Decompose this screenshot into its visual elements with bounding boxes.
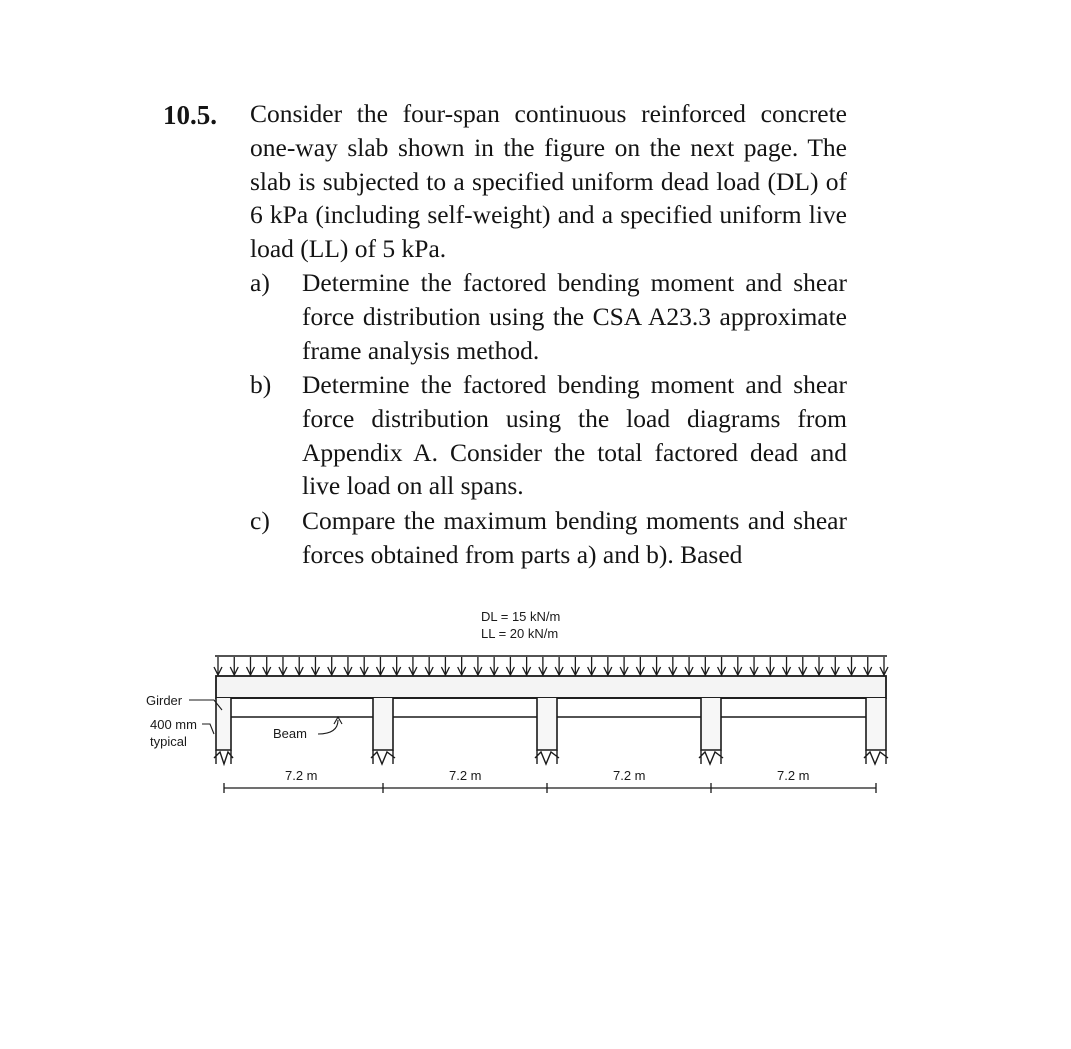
part-b-letter: b): [250, 370, 272, 399]
span-1-label: 7.2 m: [285, 768, 318, 783]
girder-label: Girder: [146, 693, 183, 708]
part-c-letter: c): [250, 506, 270, 535]
span-2-label: 7.2 m: [449, 768, 482, 783]
girder-size-leader-line: [202, 724, 214, 734]
typical-label: typical: [150, 734, 187, 749]
part-b-text: Determine the factored bending moment and shear force distribution using the load diagrams from Appendix A. Consider the total factored dead and live load on all spans.: [302, 370, 847, 501]
span-3-label: 7.2 m: [613, 768, 646, 783]
slab: [216, 676, 886, 698]
problem-statement: Consider the four-span continuous reinforced concrete one-way slab shown in the figure on the next page. The slab is subjected to a specified uniform dead load (DL) of 6 kPa (including self-weight) and a specified uniform live load (LL) of 5 kPa.: [250, 99, 847, 264]
beam-label: Beam: [273, 726, 307, 741]
column-stubs: [214, 750, 888, 764]
live-load-label: LL = 20 kN/m: [481, 626, 559, 641]
part-a-text: Determine the factored bending moment and shear force distribution using the CSA A23.3 approximate frame analysis method.: [302, 268, 847, 365]
part-a-letter: a): [250, 268, 270, 297]
girder-size-label: 400 mm: [150, 717, 197, 732]
problem-number: 10.5.: [163, 100, 217, 130]
span-dimension-line: [224, 783, 876, 793]
span-4-label: 7.2 m: [777, 768, 810, 783]
part-c-text: Compare the maximum bending moments and shear forces obtained from parts a) and b). Based: [302, 506, 847, 569]
dead-load-label: DL = 15 kN/m: [481, 609, 561, 624]
girders: [216, 698, 886, 750]
distributed-load-arrows: [214, 656, 888, 675]
